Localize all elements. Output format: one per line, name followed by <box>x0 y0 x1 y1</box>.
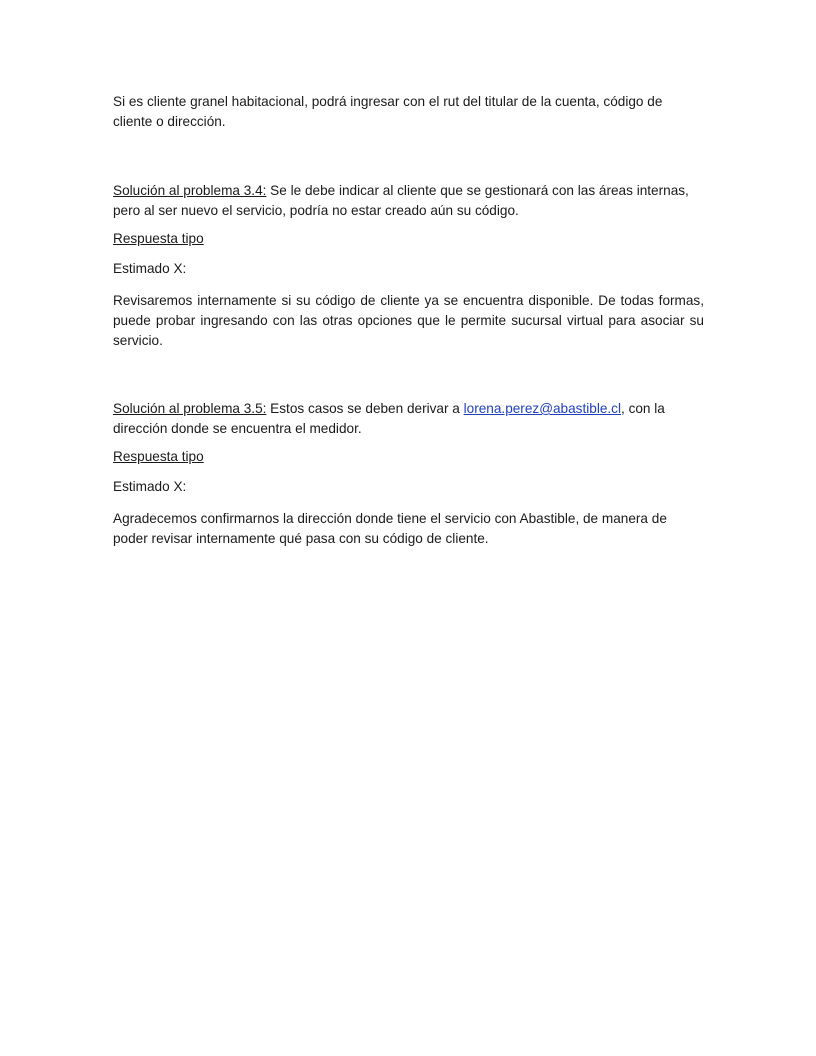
template-response: Revisaremos internamente si su código de cliente ya se encuentra disponible. De todas formas, puede probar ingresando con las otras opciones que le permite sucursal virtual para asociar su servicio. <box>113 293 704 348</box>
response-type-label: Respuesta tipo <box>113 449 204 464</box>
solution-text-before-link: Estos casos se deben derivar a <box>266 401 464 416</box>
document-body <box>113 92 704 549</box>
solution-paragraph <box>113 399 704 439</box>
solution-heading: Solución al problema 3.4: <box>113 183 267 198</box>
greeting: Estimado X: <box>113 479 187 494</box>
greeting: Estimado X: <box>113 261 187 276</box>
intro-paragraph: Si es cliente granel habitacional, podrá ingresar con el rut del titular de la cuenta, código de cliente o dirección. <box>113 94 663 129</box>
template-response: Agradecemos confirmarnos la dirección donde tiene el servicio con Abastible, de manera de poder revisar internamente qué pasa con su código de cliente. <box>113 511 667 546</box>
solution-heading: Solución al problema 3.5: <box>113 401 267 416</box>
solution-section-3-5 <box>113 399 704 549</box>
solution-text-after-link: , con la dirección donde se encuentra el medidor. <box>113 401 665 436</box>
email-link[interactable]: lorena.perez@abastible.cl <box>463 401 622 416</box>
solution-text: Se le debe indicar al cliente que se gestionará con las áreas internas, pero al ser nuevo el servicio, podría no estar creado aún su código. <box>113 183 689 218</box>
response-type-label: Respuesta tipo <box>113 231 204 246</box>
solution-section-3-4 <box>113 181 704 351</box>
solution-paragraph <box>113 181 704 221</box>
